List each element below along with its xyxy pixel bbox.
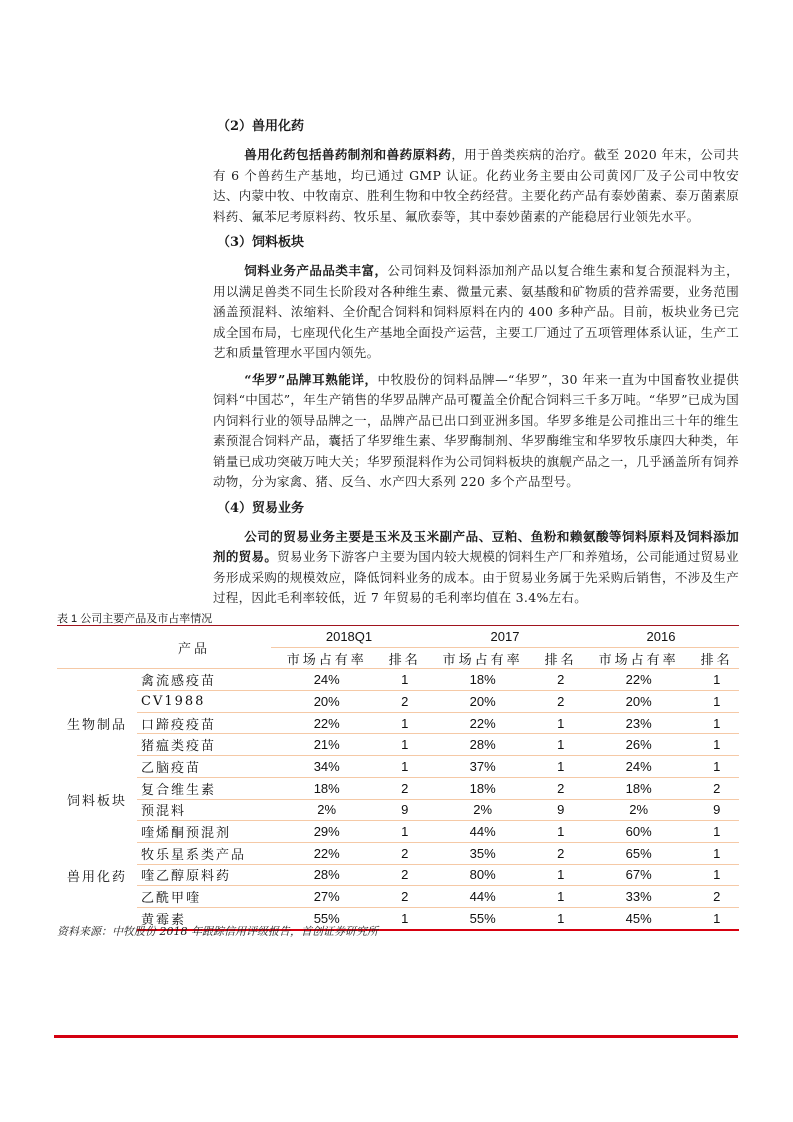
rank-cell: 2 (694, 777, 739, 799)
paragraph-text: ，用于兽类疾病的治疗。截至 2020 年末，公司共有 6 个兽药生产基地，均已通过 GMP 认证。化药业务主要由公司黄冈厂及子公司中牧安达、内蒙中牧、中牧南京、胜利生物和中牧全药经营。主要化药产品有泰妙菌素、泰万菌素原料药、氟苯尼考原料药、牧乐星、氟欣泰等，其中泰妙菌素的产能稳居行业领先水平。 (213, 147, 739, 224)
rank-cell: 1 (694, 907, 739, 929)
header-product: 产品 (57, 626, 271, 669)
share-cell: 22% (427, 712, 538, 734)
share-cell: 29% (271, 821, 382, 843)
share-cell: 45% (583, 907, 694, 929)
share-cell: 2% (583, 799, 694, 821)
paragraph (213, 527, 739, 609)
rank-cell: 2 (538, 691, 583, 713)
table-row (57, 777, 739, 799)
rank-cell: 1 (694, 756, 739, 778)
product-cell: 黄霉素 (137, 907, 271, 929)
header-year: 2017 (427, 626, 583, 648)
product-cell: 口蹄疫疫苗 (137, 712, 271, 734)
rank-cell: 1 (538, 734, 583, 756)
share-cell: 37% (427, 756, 538, 778)
rank-cell: 2 (382, 886, 427, 908)
rank-cell: 9 (538, 799, 583, 821)
share-cell: 33% (583, 886, 694, 908)
section-title: （4）贸易业务 (217, 500, 305, 516)
product-cell: 乙酰甲喹 (137, 886, 271, 908)
share-cell: 18% (583, 777, 694, 799)
rank-cell: 1 (694, 669, 739, 691)
product-cell: 喹乙醇原料药 (137, 864, 271, 886)
share-cell: 65% (583, 842, 694, 864)
rank-cell: 2 (538, 842, 583, 864)
share-cell: 67% (583, 864, 694, 886)
share-cell: 20% (583, 691, 694, 713)
product-cell: 预混料 (137, 799, 271, 821)
rank-cell: 1 (694, 864, 739, 886)
table-row (57, 886, 739, 908)
header-share: 市场占有率 (583, 647, 694, 669)
header-year: 2016 (583, 626, 739, 648)
rank-cell: 1 (538, 864, 583, 886)
share-cell: 26% (583, 734, 694, 756)
share-cell: 24% (271, 669, 382, 691)
share-cell: 60% (583, 821, 694, 843)
header-rank: 排名 (538, 647, 583, 669)
header-year: 2018Q1 (271, 626, 427, 648)
rank-cell: 1 (538, 821, 583, 843)
header-share: 市场占有率 (427, 647, 538, 669)
table-row (57, 734, 739, 756)
share-cell: 20% (271, 691, 382, 713)
paragraph-text: 贸易业务下游客户主要为国内较大规模的饲料生产厂和养殖场，公司能通过贸易业务形成采购的规模效应，降低饲料业务的成本。由于贸易业务属于先采购后销售，不涉及生产过程，因此毛利率较低，近 7 年贸易的毛利率均值在 3.4%左右。 (213, 549, 739, 605)
paragraph (213, 145, 739, 227)
category-cell: 兽用化药 (66, 869, 127, 885)
rank-cell: 1 (382, 821, 427, 843)
table-row (57, 821, 739, 843)
table-row (57, 691, 739, 713)
share-cell: 44% (427, 821, 538, 843)
share-cell: 22% (271, 712, 382, 734)
paragraph (213, 370, 739, 493)
table-source: 资料来源：中牧股份 2018 年跟踪信用评级报告，首创证券研究所 (57, 925, 378, 938)
footer-divider (54, 1035, 738, 1038)
table-row (57, 669, 739, 691)
share-cell: 22% (583, 669, 694, 691)
rank-cell: 2 (538, 777, 583, 799)
rank-cell: 1 (382, 907, 427, 929)
share-cell: 28% (271, 864, 382, 886)
product-cell: 喹烯酮预混剂 (137, 821, 271, 843)
paragraph-lead: 饲料业务产品品类丰富， (244, 263, 388, 278)
table-row (57, 799, 739, 821)
product-cell: 乙脑疫苗 (137, 756, 271, 778)
share-cell: 21% (271, 734, 382, 756)
header-share: 市场占有率 (271, 647, 382, 669)
rank-cell: 1 (538, 907, 583, 929)
table-row (57, 842, 739, 864)
table-row (57, 712, 739, 734)
section-feed (213, 233, 739, 493)
rank-cell: 1 (694, 821, 739, 843)
share-cell: 28% (427, 734, 538, 756)
share-cell: 27% (271, 886, 382, 908)
rank-cell: 2 (382, 842, 427, 864)
rank-cell: 1 (694, 691, 739, 713)
rank-cell: 1 (538, 756, 583, 778)
rank-cell: 2 (382, 777, 427, 799)
paragraph-lead: 公司的贸易业务主要是玉米及玉米副产品、豆粕、鱼粉和赖氨酸等饲料原料及饲料添加剂的贸易。 (213, 528, 739, 564)
product-cell: 复合维生素 (137, 777, 271, 799)
rank-cell: 1 (382, 756, 427, 778)
category-cell: 饲料板块 (66, 793, 127, 809)
rank-cell: 1 (382, 734, 427, 756)
table-header-row (57, 626, 739, 648)
header-rank: 排名 (382, 647, 427, 669)
product-cell: CV1988 (137, 691, 271, 713)
section-title: （3）饲料板块 (217, 235, 305, 250)
share-cell: 2% (427, 799, 538, 821)
rank-cell: 2 (382, 691, 427, 713)
table-caption: 表 1 公司主要产品及市占率情况 (57, 613, 213, 625)
rank-cell: 1 (538, 886, 583, 908)
share-cell: 44% (427, 886, 538, 908)
product-cell: 牧乐星系类产品 (137, 842, 271, 864)
rank-cell: 1 (694, 734, 739, 756)
share-cell: 2% (271, 799, 382, 821)
rank-cell: 9 (694, 799, 739, 821)
paragraph-text: 中牧股份的饲料品牌—“华罗”，30 年来一直为中国畜牧业提供饲料“中国芯”，年生产销售的华罗品牌产品可覆盖全价配合饲料三千多万吨。“华罗”已成为国内饲料行业的领导品牌之一，品牌产品已出口到亚洲多国。华罗多维是公司推出三十年的维生素预混合饲料产品，囊括了华罗维生素、华罗酶制剂、华罗酶维宝和华罗牧乐康四大种类，年销量已成功突破万吨大关；华罗预混料作为公司饲料板块的旗舰产品之一，几乎涵盖所有饲养动物，分为家禽、猪、反刍、水产四大系列 220 多个产品型号。 (213, 371, 739, 489)
share-cell: 22% (271, 842, 382, 864)
share-cell: 23% (583, 712, 694, 734)
header-rank: 排名 (694, 647, 739, 669)
rank-cell: 1 (694, 712, 739, 734)
paragraph-lead: 兽用化药包括兽药制剂和兽药原料药 (244, 147, 452, 162)
category-cell: 生物制品 (66, 717, 127, 733)
share-cell: 34% (271, 756, 382, 778)
section-trade (213, 499, 739, 609)
share-cell: 20% (427, 691, 538, 713)
share-cell: 55% (271, 907, 382, 929)
product-cell: 猪瘟类疫苗 (137, 734, 271, 756)
share-cell: 80% (427, 864, 538, 886)
share-cell: 24% (583, 756, 694, 778)
share-cell: 18% (271, 777, 382, 799)
table-row (57, 864, 739, 886)
market-share-table (57, 625, 739, 931)
rank-cell: 1 (694, 842, 739, 864)
share-cell: 35% (427, 842, 538, 864)
rank-cell: 1 (538, 712, 583, 734)
report-body (213, 117, 739, 615)
section-title: （2）兽用化药 (217, 119, 305, 134)
share-cell: 55% (427, 907, 538, 929)
section-vet-chem (213, 117, 739, 227)
rank-cell: 2 (694, 886, 739, 908)
rank-cell: 9 (382, 799, 427, 821)
share-cell: 18% (427, 669, 538, 691)
rank-cell: 2 (382, 864, 427, 886)
rank-cell: 1 (382, 712, 427, 734)
paragraph-lead: “华罗”品牌耳熟能详， (244, 371, 378, 387)
rank-cell: 2 (538, 669, 583, 691)
paragraph-text: 公司饲料及饲料添加剂产品以复合维生素和复合预混料为主，用以满足兽类不同生长阶段对各种维生素、微量元素、氨基酸和矿物质的营养需要，业务范围涵盖预混料、浓缩料、全价配合饲料和饲料原料在内的 400 多种产品。目前，板块业务已完成全国布局，七座现代化生产基地全面投产运营，主要工厂通过了五项管理体系认证，生产工艺和质量管理水平国内领先。 (213, 263, 739, 360)
table-row (57, 756, 739, 778)
paragraph (213, 261, 739, 364)
share-cell: 18% (427, 777, 538, 799)
product-cell: 禽流感疫苗 (137, 669, 271, 691)
rank-cell: 1 (382, 669, 427, 691)
